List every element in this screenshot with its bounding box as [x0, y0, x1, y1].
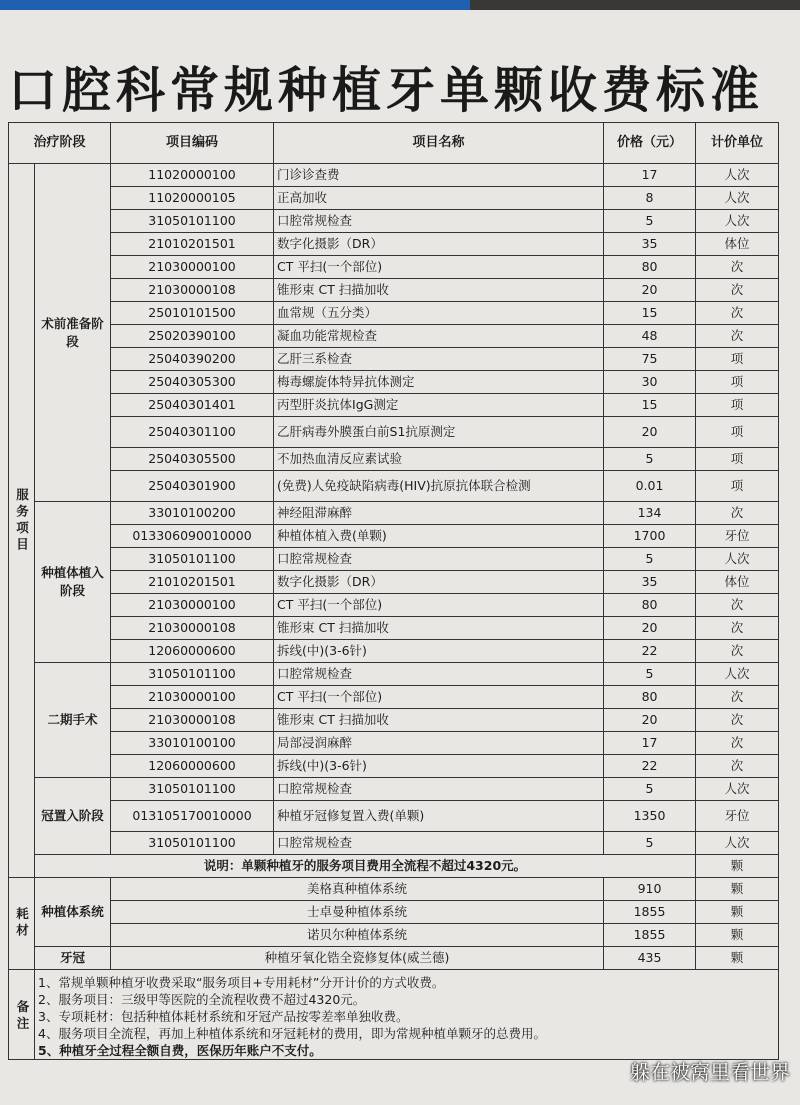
summary-row	[9, 855, 779, 878]
item-price: 5	[604, 663, 696, 686]
item-name: 口腔常规检查	[274, 778, 604, 801]
item-price: 5	[604, 210, 696, 233]
page-title: 口腔科常规种植牙单颗收费标准	[8, 62, 765, 119]
item-unit: 人次	[696, 832, 779, 855]
consumable-name: 诺贝尔种植体系统	[111, 924, 604, 947]
item-code: 11020000105	[111, 187, 274, 210]
table-row	[9, 394, 779, 417]
item-code: 21030000100	[111, 256, 274, 279]
item-name: 口腔常规检查	[274, 832, 604, 855]
item-price: 8	[604, 187, 696, 210]
item-unit: 项	[696, 448, 779, 471]
note-item: 2、服务项目：三级甲等医院的全流程收费不超过4320元。	[38, 992, 366, 1007]
item-code: 013306090010000	[111, 525, 274, 548]
item-code: 21010201501	[111, 571, 274, 594]
item-price: 0.01	[604, 471, 696, 502]
item-name: 种植牙冠修复置入费(单颗)	[274, 801, 604, 832]
item-code: 21030000100	[111, 686, 274, 709]
item-unit: 人次	[696, 548, 779, 571]
item-name: 不加热血清反应素试验	[274, 448, 604, 471]
table-row	[9, 325, 779, 348]
item-name: CT 平扫(一个部位)	[274, 686, 604, 709]
consumable-price: 1855	[604, 924, 696, 947]
item-price: 17	[604, 732, 696, 755]
item-name: (免费)人免疫缺陷病毒(HIV)抗原抗体联合检测	[274, 471, 604, 502]
consumable-unit: 颗	[696, 878, 779, 901]
item-unit: 项	[696, 348, 779, 371]
header-row	[9, 123, 779, 164]
service-group-label: 服务项目	[9, 164, 35, 878]
item-name: 数字化摄影（DR）	[274, 571, 604, 594]
item-unit: 体位	[696, 571, 779, 594]
table-row	[9, 371, 779, 394]
consumable-price: 435	[604, 947, 696, 970]
table-row	[9, 348, 779, 371]
item-name: 拆线(中)(3-6针)	[274, 755, 604, 778]
item-price: 1700	[604, 525, 696, 548]
item-price: 20	[604, 417, 696, 448]
summary-text: 说明：单颗种植牙的服务项目费用全流程不超过4320元。	[35, 855, 696, 878]
item-unit: 次	[696, 325, 779, 348]
item-name: 正高加收	[274, 187, 604, 210]
item-code: 25040301401	[111, 394, 274, 417]
item-name: 拆线(中)(3-6针)	[274, 640, 604, 663]
item-name: 丙型肝炎抗体IgG测定	[274, 394, 604, 417]
item-price: 134	[604, 502, 696, 525]
consumable-name: 种植牙氧化锆全瓷修复体(威兰德)	[111, 947, 604, 970]
item-unit: 项	[696, 394, 779, 417]
item-price: 35	[604, 233, 696, 256]
item-code: 21030000100	[111, 594, 274, 617]
item-price: 80	[604, 686, 696, 709]
item-name: 口腔常规检查	[274, 663, 604, 686]
item-name: 血常规（五分类）	[274, 302, 604, 325]
item-code: 21030000108	[111, 279, 274, 302]
item-price: 5	[604, 832, 696, 855]
item-price: 30	[604, 371, 696, 394]
table-row	[9, 594, 779, 617]
item-name: 乙肝病毒外膜蛋白前S1抗原测定	[274, 417, 604, 448]
watermark: 躲在被窝里看世界	[630, 1060, 790, 1084]
item-unit: 次	[696, 709, 779, 732]
table-row	[9, 832, 779, 855]
item-name: 凝血功能常规检查	[274, 325, 604, 348]
summary-unit: 颗	[696, 855, 779, 878]
item-price: 20	[604, 709, 696, 732]
table-row	[9, 686, 779, 709]
item-code: 11020000100	[111, 164, 274, 187]
item-name: 口腔常规检查	[274, 210, 604, 233]
note-item: 5、种植牙全过程全额自费，医保历年账户不支付。	[38, 1043, 322, 1058]
table-row	[9, 732, 779, 755]
item-price: 20	[604, 279, 696, 302]
item-name: 锥形束 CT 扫描加收	[274, 709, 604, 732]
item-unit: 人次	[696, 187, 779, 210]
consumable-row	[9, 924, 779, 947]
item-price: 5	[604, 778, 696, 801]
table-row	[9, 548, 779, 571]
consumable-price: 1855	[604, 901, 696, 924]
item-unit: 次	[696, 617, 779, 640]
item-code: 25020390100	[111, 325, 274, 348]
item-name: 乙肝三系检查	[274, 348, 604, 371]
item-unit: 次	[696, 755, 779, 778]
header-price: 价格（元）	[604, 123, 696, 164]
item-price: 22	[604, 640, 696, 663]
item-name: 种植体植入费(单颗)	[274, 525, 604, 548]
note-item: 1、常规单颗种植牙收费采取“服务项目+专用耗材”分开计价的方式收费。	[38, 975, 445, 990]
item-unit: 项	[696, 471, 779, 502]
item-unit: 项	[696, 371, 779, 394]
item-unit: 体位	[696, 233, 779, 256]
table-row	[9, 471, 779, 502]
item-price: 15	[604, 302, 696, 325]
item-unit: 次	[696, 256, 779, 279]
item-unit: 次	[696, 302, 779, 325]
consumable-row	[9, 901, 779, 924]
table-row	[9, 502, 779, 525]
item-code: 21030000108	[111, 709, 274, 732]
consumables-group-label: 耗材	[9, 878, 35, 970]
item-unit: 牙位	[696, 525, 779, 548]
header-name: 项目名称	[274, 123, 604, 164]
notes-label: 备注	[9, 970, 35, 1060]
item-code: 31050101100	[111, 210, 274, 233]
item-unit: 次	[696, 686, 779, 709]
item-name: 梅毒螺旋体特异抗体测定	[274, 371, 604, 394]
table-row	[9, 525, 779, 548]
item-code: 25040390200	[111, 348, 274, 371]
item-code: 25040301900	[111, 471, 274, 502]
item-price: 80	[604, 256, 696, 279]
item-name: 门诊诊查费	[274, 164, 604, 187]
note-item: 3、专项耗材：包括种植体耗材系统和牙冠产品按零差率单独收费。	[38, 1009, 409, 1024]
consumable-unit: 颗	[696, 924, 779, 947]
item-code: 25010101500	[111, 302, 274, 325]
item-price: 22	[604, 755, 696, 778]
table-row	[9, 417, 779, 448]
item-price: 20	[604, 617, 696, 640]
table-row	[9, 279, 779, 302]
table-row	[9, 302, 779, 325]
consumable-row	[9, 878, 779, 901]
item-name: CT 平扫(一个部位)	[274, 594, 604, 617]
item-code: 21010201501	[111, 233, 274, 256]
table-row	[9, 778, 779, 801]
item-name: 锥形束 CT 扫描加收	[274, 617, 604, 640]
item-unit: 牙位	[696, 801, 779, 832]
item-unit: 次	[696, 502, 779, 525]
item-price: 1350	[604, 801, 696, 832]
item-price: 5	[604, 448, 696, 471]
item-code: 12060000600	[111, 755, 274, 778]
table-row	[9, 755, 779, 778]
item-unit: 次	[696, 279, 779, 302]
consumable-name: 美格真种植体系统	[111, 878, 604, 901]
item-code: 31050101100	[111, 778, 274, 801]
item-code: 25040301100	[111, 417, 274, 448]
consumable-unit: 颗	[696, 901, 779, 924]
item-code: 33010100200	[111, 502, 274, 525]
stage-pre: 术前准备阶段	[35, 164, 111, 502]
item-unit: 人次	[696, 663, 779, 686]
item-code: 31050101100	[111, 548, 274, 571]
consumable-price: 910	[604, 878, 696, 901]
item-unit: 项	[696, 417, 779, 448]
item-price: 35	[604, 571, 696, 594]
table-row	[9, 801, 779, 832]
consumable-name: 士卓曼种植体系统	[111, 901, 604, 924]
table-row	[9, 233, 779, 256]
item-name: 锥形束 CT 扫描加收	[274, 279, 604, 302]
table-row	[9, 617, 779, 640]
table-row	[9, 663, 779, 686]
item-code: 21030000108	[111, 617, 274, 640]
header-unit: 计价单位	[696, 123, 779, 164]
table-row	[9, 210, 779, 233]
consumable-row	[9, 947, 779, 970]
table-row	[9, 256, 779, 279]
item-name: 局部浸润麻醉	[274, 732, 604, 755]
item-unit: 人次	[696, 778, 779, 801]
item-name: 神经阻滞麻醉	[274, 502, 604, 525]
item-unit: 次	[696, 640, 779, 663]
notes-list	[35, 970, 779, 1060]
item-name: 数字化摄影（DR）	[274, 233, 604, 256]
table-row	[9, 187, 779, 210]
fee-table	[8, 122, 779, 1060]
header-code: 项目编码	[111, 123, 274, 164]
implant-system-label: 种植体系统	[35, 878, 111, 947]
item-price: 80	[604, 594, 696, 617]
item-price: 17	[604, 164, 696, 187]
table-row	[9, 571, 779, 594]
item-code: 013105170010000	[111, 801, 274, 832]
header-stage: 治疗阶段	[9, 123, 111, 164]
item-code: 25040305500	[111, 448, 274, 471]
table-row	[9, 448, 779, 471]
item-unit: 次	[696, 594, 779, 617]
crown-label: 牙冠	[35, 947, 111, 970]
item-unit: 人次	[696, 164, 779, 187]
stage-implant: 种植体植入阶段	[35, 502, 111, 663]
note-item: 4、服务项目全流程，再加上种植体系统和牙冠耗材的费用，即为常规种植单颗牙的总费用。	[38, 1026, 546, 1041]
table-row	[9, 164, 779, 187]
item-code: 31050101100	[111, 663, 274, 686]
consumable-unit: 颗	[696, 947, 779, 970]
item-unit: 次	[696, 732, 779, 755]
item-code: 25040305300	[111, 371, 274, 394]
item-price: 48	[604, 325, 696, 348]
item-name: 口腔常规检查	[274, 548, 604, 571]
item-unit: 人次	[696, 210, 779, 233]
item-price: 15	[604, 394, 696, 417]
item-price: 75	[604, 348, 696, 371]
table-row	[9, 640, 779, 663]
item-code: 33010100100	[111, 732, 274, 755]
item-code: 31050101100	[111, 832, 274, 855]
stage-crown: 冠置入阶段	[35, 778, 111, 855]
item-name: CT 平扫(一个部位)	[274, 256, 604, 279]
notes-row	[9, 970, 779, 1060]
stage-second: 二期手术	[35, 663, 111, 778]
item-price: 5	[604, 548, 696, 571]
table-row	[9, 709, 779, 732]
item-code: 12060000600	[111, 640, 274, 663]
